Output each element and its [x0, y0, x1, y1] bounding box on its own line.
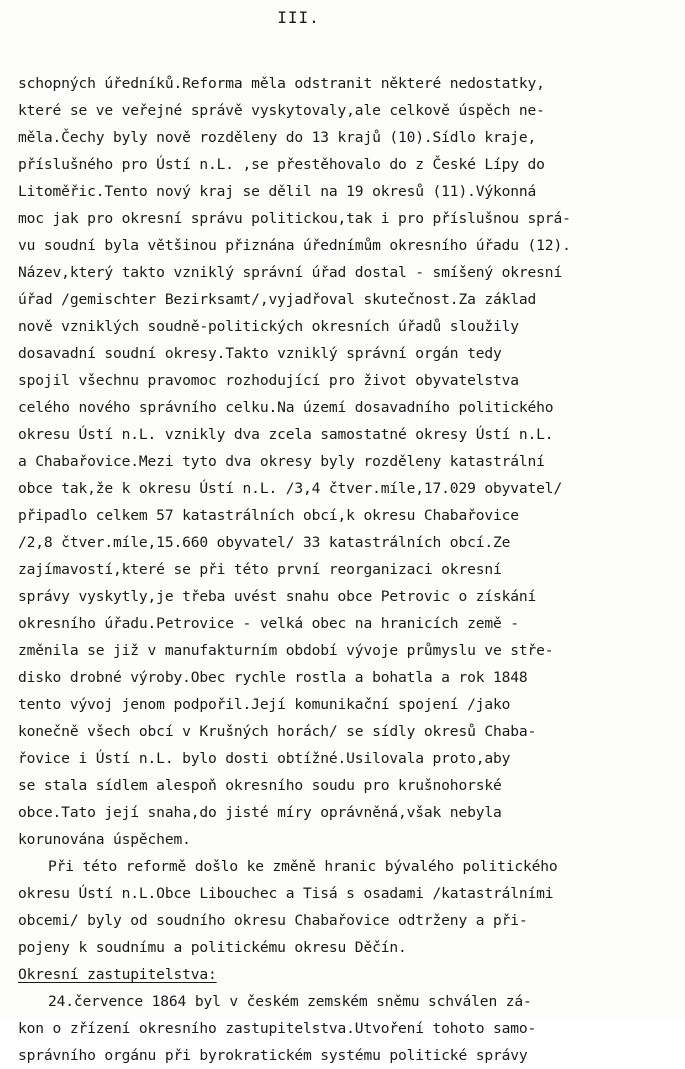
page-number: III.: [277, 8, 320, 27]
text-line: obce tak,že k okresu Ústí n.L. /3,4 čtver.míle,17.029 obyvatel/: [18, 480, 563, 497]
text-line: příslušného pro Ústí n.L. ,se přestěhovalo do z České Lípy do: [18, 156, 545, 173]
text-line: celého nového správního celku.Na území dosavadního politického: [18, 399, 554, 416]
text-line: dosavadní soudní okresy.Takto vzniklý správní orgán tedy: [18, 345, 502, 362]
text-line: okresu Ústí n.L.Obce Libouchec a Tisá s osadami /katastrálními: [18, 885, 554, 902]
text-line: korunována úspěchem.: [18, 831, 191, 848]
text-line: spojil všechnu pravomoc rozhodující pro život obyvatelstva: [18, 372, 519, 389]
text-line: Litoměřic.Tento nový kraj se dělil na 19 okresů (11).Výkonná: [18, 183, 537, 200]
section-heading-text: Okresní zastupitelstva:: [18, 966, 217, 983]
text-line: změnila se již v manufakturním období vývoje průmyslu ve stře-: [18, 642, 554, 659]
text-line: vu soudní byla většinou přiznána úřednímům okresního úřadu (12).: [18, 237, 571, 254]
text-line: 24.července 1864 byl v českém zemském sněmu schválen zá-: [48, 993, 532, 1010]
text-line: konečně všech obcí v Krušných horách/ se sídly okresů Chaba-: [18, 723, 537, 740]
text-line: které se ve veřejné správě vyskytovaly,ale celkově úspěch ne-: [18, 102, 545, 119]
text-line: tento vývoj jenom podpořil.Její komunikační spojení /jako: [18, 696, 511, 713]
text-line: připadlo celkem 57 katastrálních obcí,k okresu Chabařovice: [18, 507, 519, 524]
text-line: pojeny k soudnímu a politickému okresu Děčín.: [18, 939, 407, 956]
text-line: a Chabařovice.Mezi tyto dva okresy byly rozděleny katastrální: [18, 453, 545, 470]
text-line: řovice i Ústí n.L. bylo dosti obtížné.Usilovala proto,aby: [18, 750, 511, 767]
text-line: Při této reformě došlo ke změně hranic bývalého politického: [48, 858, 558, 875]
text-line: kon o zřízení okresního zastupitelstva.Utvoření tohoto samo-: [18, 1020, 537, 1037]
text-line: zajímavostí,které se při této první reorganizaci okresní: [18, 561, 502, 578]
text-line: disko drobné výroby.Obec rychle rostla a bohatla a rok 1848: [18, 669, 528, 686]
text-line: okresního úřadu.Petrovice - velká obec na hranicích země -: [18, 615, 519, 632]
text-line: Název,který takto vzniklý správní úřad dostal - smíšený okresní: [18, 264, 563, 281]
text-line: obce.Tato její snaha,do jisté míry oprávněná,však nebyla: [18, 804, 502, 821]
text-line: obcemi/ byly od soudního okresu Chabařovice odtrženy a při-: [18, 912, 528, 929]
text-line: úřad /gemischter Bezirksamt/,vyjadřoval skutečnost.Za základ: [18, 291, 537, 308]
text-line: se stala sídlem alespoň okresního soudu pro krušnohorské: [18, 777, 502, 794]
text-line: správního orgánu při byrokratickém systému politické správy: [18, 1047, 528, 1064]
text-line: okresu Ústí n.L. vznikly dva zcela samostatné okresy Ústí n.L.: [18, 426, 554, 443]
text-line: správy vyskytly,je třeba uvést snahu obce Petrovic o získání: [18, 588, 537, 605]
text-line: nově vzniklých soudně-politických okresních úřadů sloužily: [18, 318, 519, 335]
section-heading: [18, 961, 678, 988]
text-line: moc jak pro okresní správu politickou,tak i pro příslušnou sprá-: [18, 210, 571, 227]
body-text: [18, 70, 678, 1069]
text-line: měla.Čechy byly nově rozděleny do 13 krajů (10).Sídlo kraje,: [18, 129, 537, 146]
text-line: schopných úředníků.Reforma měla odstranit některé nedostatky,: [18, 75, 545, 92]
text-line: /2,8 čtver.míle,15.660 obyvatel/ 33 katastrálních obcí.Ze: [18, 534, 511, 551]
